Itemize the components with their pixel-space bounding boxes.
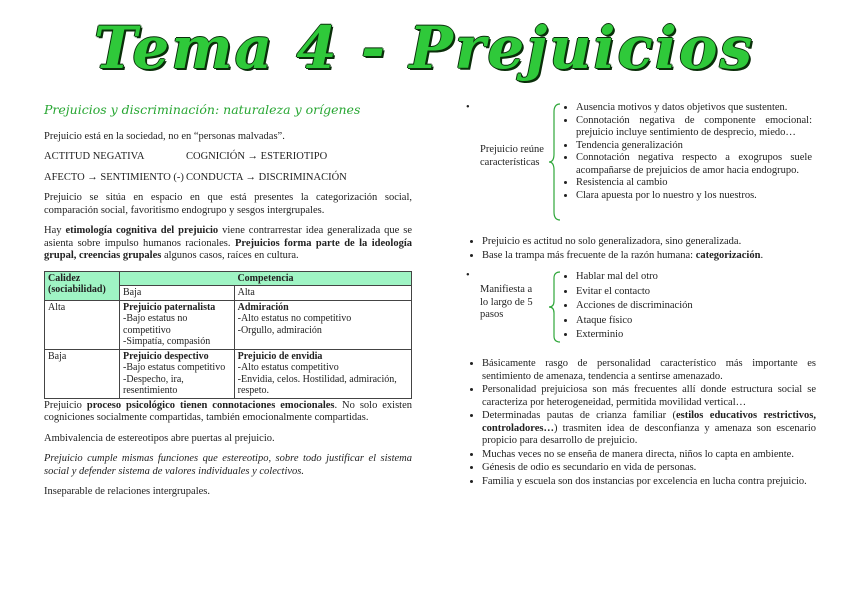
list-item: • Acciones de discriminación	[576, 299, 776, 314]
block-label: • Manifiesta a lo largo de 5 pasos	[466, 270, 548, 344]
table-row: Alta Prejuicio paternalista -Bajo estatus no competitivo -Simpatía, compasión Admiración -Alto estatus no competitivo -Orgullo, admiración	[45, 300, 412, 349]
list-item: • Hablar mal del otro	[576, 270, 776, 285]
list-item: • Base la trampa más frecuente de la razón humana: categorización.	[482, 250, 816, 263]
list-item: • Personalidad prejuiciosa son más frecuentes allí donde estructura social se caracteriza por heterogeneidad, permitida movilidad vertical…	[482, 384, 816, 409]
paragraph: Prejuicio está en la sociedad, no en “personas malvadas”.	[44, 130, 285, 142]
table-header: Calidez (sociabilidad)	[45, 271, 120, 300]
steps-block	[466, 270, 776, 344]
page-title: Tema 4 - Prejuicios	[93, 14, 755, 82]
table-header: Competencia	[120, 271, 412, 286]
table-header: Alta	[234, 286, 411, 301]
competence-warmth-table	[44, 271, 412, 399]
paragraph: Ambivalencia de estereotipos abre puertas al prejuicio.	[44, 432, 275, 444]
concept-row	[44, 172, 412, 185]
paragraph: Prejuicio se sitúa en espacio en que está presentes la categorización social, comparación social, favoritismo endogrupo y sesgos intergrupales.	[44, 192, 412, 216]
list-item: • Génesis de odio es secundario en vida de personas.	[482, 462, 816, 475]
steps-list	[562, 270, 776, 344]
characteristics-list	[562, 102, 812, 222]
table-row: Baja Prejuicio despectivo -Bajo estatus competitivo -Despecho, ira, resentimiento Prejuicio de envidia -Alto estatus competitivo -Envidia, celos. Hostilidad, admiración, respeto.	[45, 349, 412, 398]
list-item: • Muchas veces no se enseña de manera directa, niños lo capta en ambiente.	[482, 449, 816, 462]
concept-label: CONDUCTA → DISCRIMINACIÓN	[186, 171, 347, 183]
list-item: • Ataque físico	[576, 314, 776, 329]
list-item: • Básicamente rasgo de personalidad característico más importante es sentimiento de amenaza, tendencia a sentirse amenazado.	[482, 358, 816, 383]
generalization-notes	[466, 236, 816, 263]
concept-label: ACTITUD NEGATIVA	[44, 151, 145, 162]
characteristics-block	[466, 102, 812, 222]
list-item: • Prejuicio es actitud no solo generalizadora, sino generalizada.	[482, 236, 816, 249]
curly-brace-icon	[548, 102, 562, 222]
list-item: • Determinadas pautas de crianza familiar (estilos educativos restrictivos, controladores…) trasmiten idea de desconfianza y amenaza son escenario propicio para desarrollo de prejuicio.	[482, 410, 816, 448]
curly-brace-icon	[548, 270, 562, 344]
concept-label: COGNICIÓN → ESTERIOTIPO	[186, 151, 328, 162]
list-item: • Clara apuesta por lo nuestro y los nuestros.	[576, 190, 812, 203]
section-subtitle: Prejuicios y discriminación: naturaleza y orígenes	[44, 102, 361, 117]
paragraph: Prejuicio proceso psicológico tienen connotaciones emocionales. No solo existen cogniciones socialmente compartidas, también emocionalmente compartidas.	[44, 399, 412, 423]
list-item: • Connotación negativa de componente emocional: prejuicio incluye sentimiento de desprecio, miedo…	[576, 115, 812, 140]
list-item: • Familia y escuela son dos instancias por excelencia en lucha contra prejuicio.	[482, 476, 816, 489]
list-item: • Ausencia motivos y datos objetivos que sustenten.	[576, 102, 812, 115]
list-item: • Evitar el contacto	[576, 285, 776, 300]
table-header: Baja	[120, 286, 235, 301]
paragraph: Prejuicio cumple mismas funciones que estereotipo, sobre todo justificar el sistema social y defender sistema de valores individuales y colectivos.	[44, 453, 412, 477]
list-item: • Resistencia al cambio	[576, 177, 812, 190]
paragraph: Hay etimología cognitiva del prejuicio viene contrarrestar idea generalizada que se asienta sobre impulso humanos racionales. Prejuicios forma parte de la ideología grupal, creencias grupales algunos casos, raíces en cultura.	[44, 225, 412, 261]
concept-row	[44, 151, 412, 164]
list-item: • Connotación negativa respecto a exogrupos suele acompañarse de prejuicios de amor hacia endogrupo.	[576, 152, 812, 177]
list-item: • Exterminio	[576, 328, 776, 343]
list-item: • Tendencia generalización	[576, 140, 812, 153]
concept-label: AFECTO → SENTIMIENTO (-)	[44, 171, 184, 183]
block-label: • Prejuicio reúne características	[466, 102, 548, 222]
paragraph: Inseparable de relaciones intergrupales.	[44, 486, 210, 497]
left-column	[44, 104, 412, 507]
personality-notes	[466, 358, 816, 489]
